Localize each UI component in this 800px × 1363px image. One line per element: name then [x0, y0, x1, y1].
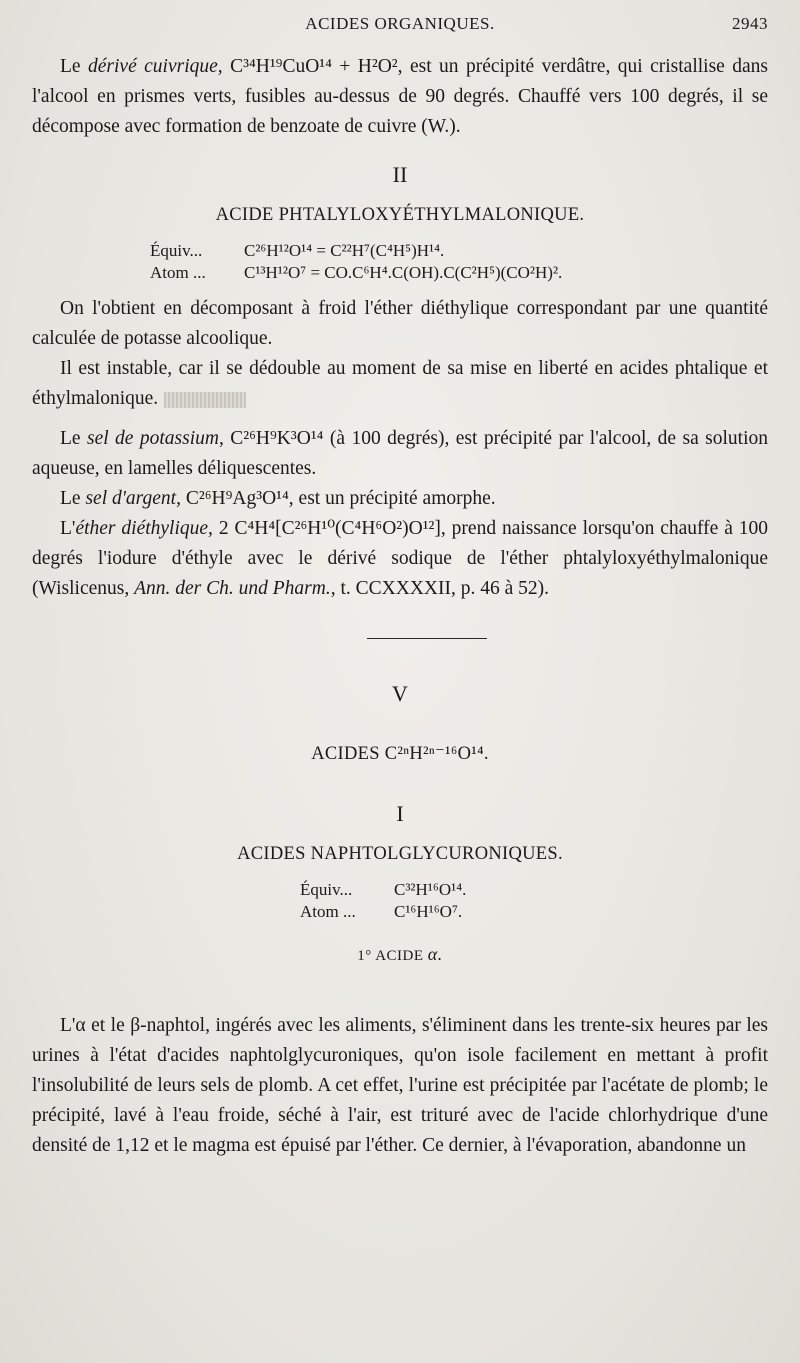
subsection-alpha: α.: [427, 944, 443, 964]
section-title-phtalyl: ACIDE PHTALYLOXYÉTHYLMALONIQUE.: [215, 205, 585, 225]
paragraph-argent: [32, 484, 768, 514]
text-run: Le: [60, 56, 88, 77]
page-number: 2943: [732, 14, 768, 33]
spacer: [32, 414, 768, 424]
text-run: C³⁴H¹⁹CuO¹⁴ + H²O², est un précipité verdâtre, qui cristallise dans l'alcool en prismes verts, fusibles au-dessus de 90 degrés. Chauffé vers 100 degrés, il se décompose avec formation de benzoate de cuivre (W.).: [32, 56, 768, 137]
spacer: [32, 142, 768, 160]
paragraph-obtient: On l'obtient en décomposant à froid l'éther diéthylique correspondant par une quantité calculée de potasse alcoolique.: [32, 298, 768, 349]
formula-label: Équiv...: [150, 241, 203, 260]
spacer: [32, 604, 768, 638]
subsection-number: 1°: [357, 948, 372, 964]
formula-label: Atom ...: [300, 902, 356, 921]
section-number-ii: II: [392, 162, 408, 187]
page-body: [32, 52, 768, 1161]
spacer: [32, 769, 768, 799]
paragraph-final: L'α et le β-naphtol, ingérés avec les aliments, s'éliminent dans les trente-six heures par les urines à l'état d'acides naphtolglycuroniques, qu'on isole facilement en mettant à profit l'insolubilité de leurs sels de plomb. A cet effet, l'urine est précipitée par l'acétate de plomb; le précipité, lavé à l'eau froide, séché à l'air, est trituré avec de l'acide chlorhydrique d'une densité de 1,12 et le magma est épuisé par l'éther. Ce dernier, à l'évaporation, abandonne un: [32, 1015, 768, 1156]
text-run: 2 C⁴H⁴[C²⁶H¹⁰(C⁴H⁶O²)O¹²], prend naissance lorsqu'on chauffe à 100 degrés l'iodure d'éthyle avec le dérivé sodique de l'éther phtalyloxyéthylmalonique (Wislicenus,: [32, 518, 769, 599]
section-title-naphtol: ACIDES NAPHTOLGLYCURONIQUES.: [237, 844, 563, 864]
section-number-v: V: [392, 681, 408, 706]
spacer: [32, 284, 768, 294]
spacer: [32, 190, 768, 200]
italic-term: éther diéthylique,: [75, 518, 213, 539]
spacer: [32, 230, 768, 240]
paragraph-potassium: [32, 424, 768, 484]
text-run: C²⁶H⁹Ag³O¹⁴, est un précipité amorphe.: [180, 488, 496, 509]
formula-row-atom: [300, 901, 768, 923]
formula-label: Atom ...: [150, 263, 206, 282]
formula-value: C³²H¹⁶O¹⁴.: [394, 880, 467, 899]
formula-row-atom: [150, 262, 768, 284]
paragraph-ether: [32, 514, 768, 604]
running-title: ACIDES ORGANIQUES.: [305, 14, 495, 33]
italic-term: sel d'argent,: [85, 488, 181, 509]
spacer: [32, 971, 768, 1011]
section-number-i: I: [396, 801, 404, 826]
italic-journal: Ann. der Ch. und Pharm.: [134, 578, 331, 599]
formula-row-equiv: [300, 879, 768, 901]
spacer: [32, 639, 768, 679]
running-header: [0, 14, 800, 38]
subsection-heading: [32, 939, 768, 971]
italic-term: dérivé cuivrique,: [88, 56, 223, 77]
spacer: [32, 829, 768, 839]
ink-stain: [164, 392, 246, 408]
formula-value: C²⁶H¹²O¹⁴ = C²²H⁷(C⁴H⁵)H¹⁴.: [244, 241, 445, 260]
formula-row-equiv: [150, 240, 768, 262]
formula-value: C¹⁶H¹⁶O⁷.: [394, 902, 463, 921]
subsection-word: ACIDE: [375, 948, 424, 964]
text-run: L': [60, 518, 76, 539]
formula-block-phtalyl: [150, 240, 768, 284]
spacer: [32, 923, 768, 939]
italic-term: sel de potassium,: [86, 428, 224, 449]
spacer: [32, 869, 768, 879]
formula-label: Équiv...: [300, 880, 353, 899]
text-run: Il est instable, car il se dédouble au moment de sa mise en liberté en acides phtalique et éthylmalonique.: [32, 358, 768, 409]
formula-block-naphtol: [300, 879, 768, 923]
section-title-acides: ACIDES C²ⁿH²ⁿ⁻¹⁶O¹⁴.: [311, 744, 489, 764]
text-run: , t. CCXXXXII, p. 46 à 52).: [330, 578, 550, 599]
spacer: [32, 709, 768, 739]
paragraph-instable: [32, 354, 768, 414]
formula-value: C¹³H¹²O⁷ = CO.C⁶H⁴.C(OH).C(C²H⁵)(CO²H)².: [244, 263, 563, 282]
paragraph-cuprique: [32, 52, 768, 142]
text-run: Le: [60, 428, 87, 449]
text-run: C²⁶H⁹K³O¹⁴ (à 100 degrés), est précipité par l'alcool, de sa solution aqueuse, en lamelles déliquescentes.: [32, 428, 768, 479]
text-run: Le: [60, 488, 86, 509]
